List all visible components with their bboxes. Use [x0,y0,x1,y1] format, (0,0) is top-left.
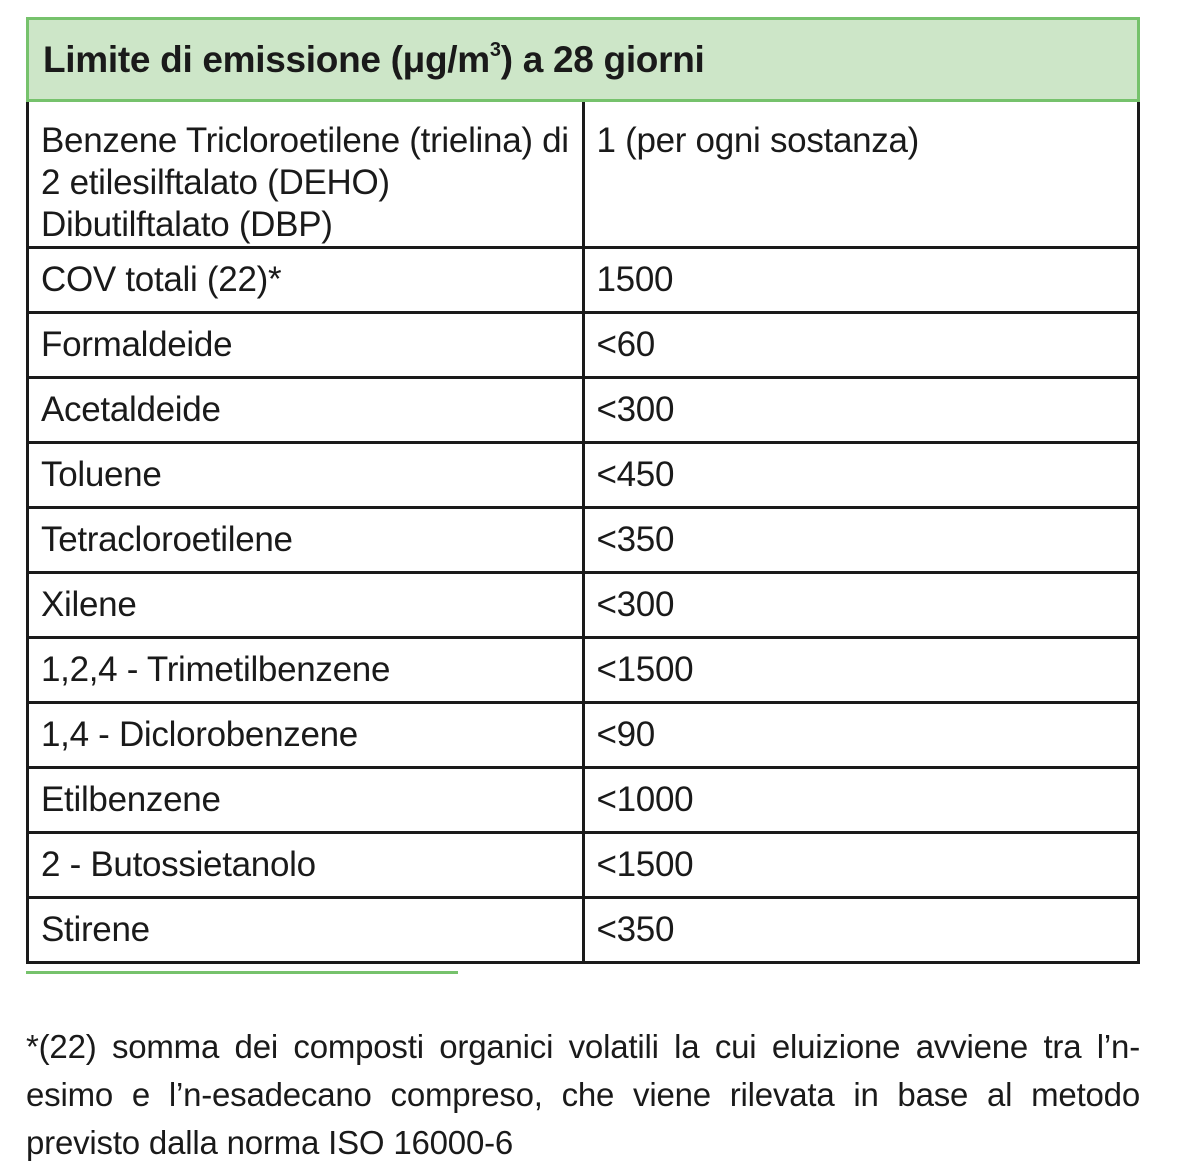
emission-limit-value: <60 [583,313,1139,378]
table-row [28,443,1139,508]
table-row [28,573,1139,638]
table-title-prefix: Limite di emissione (μg/m [43,38,490,80]
table-row [28,508,1139,573]
substance-name: Benzene Tricloroetilene (trielina) di 2 etilesilftalato (DEHO) Dibutilftalato (DBP) [28,101,584,248]
emission-limit-value: <300 [583,378,1139,443]
emission-limit-value: <450 [583,443,1139,508]
substance-name: Tetracloroetilene [28,508,584,573]
substance-name: COV totali (22)* [28,248,584,313]
emission-limit-value: <350 [583,508,1139,573]
substance-name: Formaldeide [28,313,584,378]
emission-limit-value: <350 [583,898,1139,963]
table-row [28,638,1139,703]
emission-limit-value: <90 [583,703,1139,768]
table-title-suffix: ) a 28 giorni [500,38,705,80]
substance-name: 1,2,4 - Trimetilbenzene [28,638,584,703]
emission-limit-value: <1000 [583,768,1139,833]
table-title-superscript: 3 [489,38,501,61]
table-row [28,378,1139,443]
table-row [28,248,1139,313]
emission-limit-value: <1500 [583,833,1139,898]
substance-name: Acetaldeide [28,378,584,443]
table-row [28,833,1139,898]
emission-limit-value: 1 (per ogni sostanza) [583,101,1139,248]
substance-name: Xilene [28,573,584,638]
table-row [28,898,1139,963]
substance-name: Toluene [28,443,584,508]
table-title [28,19,1139,101]
substance-name: 2 - Butossietanolo [28,833,584,898]
substance-name: Etilbenzene [28,768,584,833]
emission-limit-value: <1500 [583,638,1139,703]
emission-limits-table-container [26,17,1140,964]
footnote-text: *(22) somma dei composti organici volatili la cui eluizione avviene tra l’n-esimo e l’n-esadecano compreso, che viene rilevata in base al metodo previsto dalla norma ISO 16000-6 [26,1028,1140,1161]
table-row [28,768,1139,833]
footnote-divider [26,971,458,974]
substance-name: Stirene [28,898,584,963]
emission-limit-value: <300 [583,573,1139,638]
table-row [28,703,1139,768]
emission-limit-value: 1500 [583,248,1139,313]
table-header-row [28,19,1139,101]
emission-limits-table [26,17,1140,964]
table-row [28,101,1139,248]
table-row [28,313,1139,378]
substance-name: 1,4 - Diclorobenzene [28,703,584,768]
